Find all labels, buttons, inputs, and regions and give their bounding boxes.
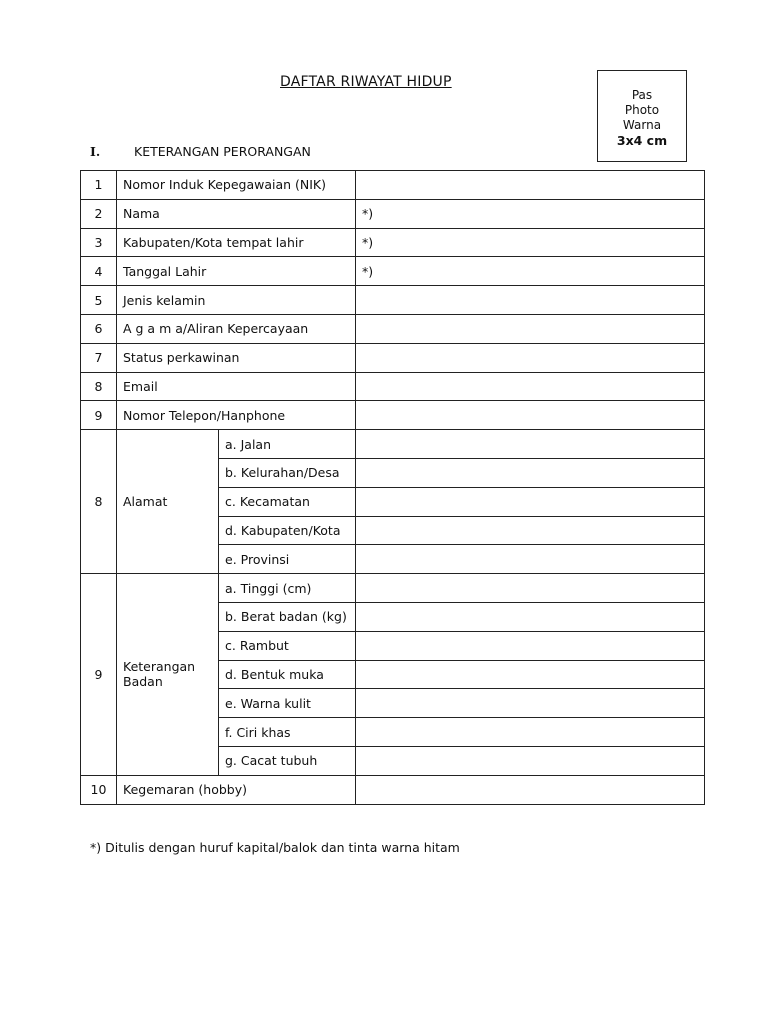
sub-field-label: e. Warna kulit [219, 689, 356, 718]
field-label: Nama [117, 199, 356, 228]
row-number: 7 [81, 343, 117, 372]
field-label: A g a m a/Aliran Kepercayaan [117, 314, 356, 343]
field-value[interactable] [356, 631, 705, 660]
table-row [81, 199, 705, 228]
sub-field-label: g. Cacat tubuh [219, 746, 356, 775]
field-value[interactable] [356, 689, 705, 718]
table-row [81, 372, 705, 401]
field-value[interactable]: *) [356, 199, 705, 228]
field-value[interactable] [356, 430, 705, 459]
row-number: 8 [81, 430, 117, 574]
sub-field-label: b. Kelurahan/Desa [219, 458, 356, 487]
footnote: *) Ditulis dengan huruf kapital/balok dan tinta warna hitam [90, 840, 460, 855]
table-row [81, 228, 705, 257]
field-label: Jenis kelamin [117, 286, 356, 315]
section-title: KETERANGAN PERORANGAN [134, 144, 311, 159]
field-value[interactable] [356, 516, 705, 545]
field-value[interactable] [356, 286, 705, 315]
row-number: 2 [81, 199, 117, 228]
row-number: 5 [81, 286, 117, 315]
group-label-badan: Keterangan Badan [117, 574, 219, 776]
field-value[interactable] [356, 718, 705, 747]
table-row [81, 343, 705, 372]
field-value[interactable] [356, 574, 705, 603]
field-label: Email [117, 372, 356, 401]
sub-field-label: b. Berat badan (kg) [219, 602, 356, 631]
field-label: Nomor Induk Kepegawaian (NIK) [117, 171, 356, 200]
row-number: 9 [81, 574, 117, 776]
field-value[interactable] [356, 401, 705, 430]
sub-field-label: d. Kabupaten/Kota [219, 516, 356, 545]
field-label: Nomor Telepon/Hanphone [117, 401, 356, 430]
photo-size-label: 3x4 cm [616, 133, 668, 148]
table-row [81, 314, 705, 343]
sub-field-label: c. Kecamatan [219, 487, 356, 516]
photo-placeholder [597, 70, 687, 162]
row-number: 3 [81, 228, 117, 257]
row-number: 6 [81, 314, 117, 343]
row-number: 1 [81, 171, 117, 200]
group-label-alamat: Alamat [117, 430, 219, 574]
row-number: 8 [81, 372, 117, 401]
sub-field-label: d. Bentuk muka [219, 660, 356, 689]
field-label: Kabupaten/Kota tempat lahir [117, 228, 356, 257]
table-row [81, 775, 705, 804]
section-number: I. [90, 144, 101, 159]
field-value[interactable] [356, 372, 705, 401]
table-row [81, 430, 705, 459]
field-value[interactable] [356, 746, 705, 775]
table-row [81, 401, 705, 430]
field-value[interactable] [356, 545, 705, 574]
field-value[interactable] [356, 660, 705, 689]
field-label: Kegemaran (hobby) [117, 775, 356, 804]
field-value[interactable] [356, 487, 705, 516]
photo-label-line1: Pas [631, 88, 653, 102]
table-row [81, 171, 705, 200]
document-title: DAFTAR RIWAYAT HIDUP [280, 74, 452, 90]
field-value[interactable]: *) [356, 257, 705, 286]
row-number: 10 [81, 775, 117, 804]
sub-field-label: a. Tinggi (cm) [219, 574, 356, 603]
table-row [81, 257, 705, 286]
field-label: Tanggal Lahir [117, 257, 356, 286]
sub-field-label: e. Provinsi [219, 545, 356, 574]
row-number: 9 [81, 401, 117, 430]
field-value[interactable] [356, 602, 705, 631]
field-value[interactable] [356, 343, 705, 372]
field-value[interactable] [356, 458, 705, 487]
row-number: 4 [81, 257, 117, 286]
table-row [81, 574, 705, 603]
field-label: Status perkawinan [117, 343, 356, 372]
field-value[interactable] [356, 775, 705, 804]
field-value[interactable] [356, 171, 705, 200]
sub-field-label: f. Ciri khas [219, 718, 356, 747]
photo-label-line3: Warna [622, 118, 662, 132]
sub-field-label: a. Jalan [219, 430, 356, 459]
table-row [81, 286, 705, 315]
photo-label-line2: Photo [624, 103, 660, 117]
sub-field-label: c. Rambut [219, 631, 356, 660]
field-value[interactable]: *) [356, 228, 705, 257]
personal-info-table [80, 170, 705, 805]
field-value[interactable] [356, 314, 705, 343]
